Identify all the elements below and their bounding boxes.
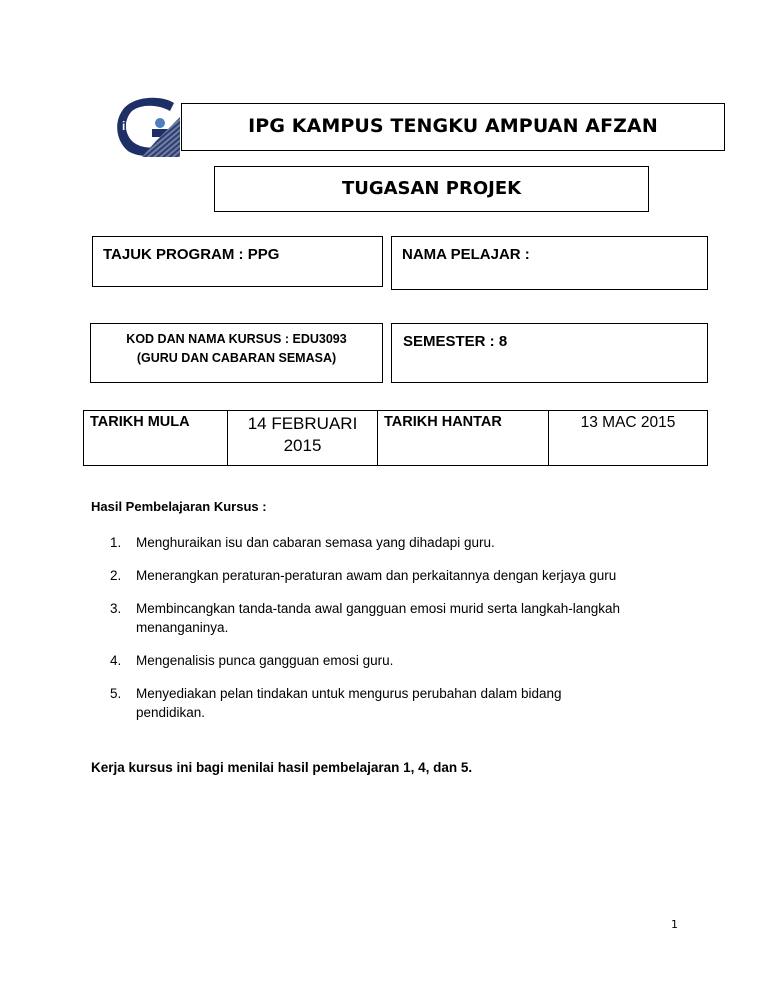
semester-field (391, 323, 708, 383)
course-code: KOD DAN NAMA KURSUS : EDU3093 (126, 332, 347, 346)
due-date-value: 13 MAC 2015 (549, 411, 708, 466)
outcome-number: 3. (110, 601, 122, 616)
outcome-text: Menyediakan pelan tindakan untuk mengurus perubahan dalam bidang (136, 686, 562, 701)
outcome-text: Mengenalisis punca gangguan emosi guru. (136, 653, 394, 668)
institution-title-box (181, 103, 725, 151)
start-date-line1: 14 FEBRUARI (247, 414, 358, 433)
date-table (83, 410, 708, 466)
outcome-text: Menerangkan peraturan-peraturan awam dan perkaitannya dengan kerjaya guru (136, 568, 617, 583)
start-date-label: TARIKH MULA (84, 411, 228, 466)
due-date-label: TARIKH HANTAR (378, 411, 549, 466)
outcomes-list (110, 533, 690, 722)
semester-label: SEMESTER : 8 (403, 333, 508, 350)
outcome-item (110, 684, 690, 722)
outcome-text: Membincangkan tanda-tanda awal gangguan emosi murid serta langkah-langkah (136, 601, 621, 616)
outcome-number: 5. (110, 686, 122, 701)
institution-title: IPG KAMPUS TENGKU AMPUAN AFZAN (248, 115, 658, 137)
outcome-number: 2. (110, 568, 122, 583)
outcome-number: 1. (110, 535, 122, 550)
document-type: TUGASAN PROJEK (341, 178, 522, 199)
outcome-text-cont: pendidikan. (136, 705, 206, 720)
outcome-number: 4. (110, 653, 122, 668)
outcome-text-cont: menanganinya. (136, 620, 229, 635)
course-field (90, 323, 383, 383)
document-type-box (214, 166, 649, 212)
page-number: 1 (671, 918, 678, 931)
program-field (92, 236, 383, 287)
student-name-label: NAMA PELAJAR : (402, 246, 530, 263)
start-date-line2: 2015 (283, 436, 322, 455)
course-name: (GURU DAN CABARAN SEMASA) (136, 351, 337, 365)
logo-text: iPG (122, 119, 143, 133)
outcome-item (110, 533, 690, 552)
start-date-value (228, 411, 378, 466)
outcome-item (110, 651, 690, 670)
conclusion-statement: Kerja kursus ini bagi menilai hasil pembelajaran 1, 4, dan 5. (91, 760, 473, 775)
outcome-text: Menghuraikan isu dan cabaran semasa yang dihadapi guru. (136, 535, 495, 550)
outcomes-heading: Hasil Pembelajaran Kursus : (91, 499, 267, 514)
outcome-item (110, 599, 690, 637)
outcome-item (110, 566, 690, 585)
program-label: TAJUK PROGRAM : PPG (103, 246, 280, 263)
student-name-field (391, 236, 708, 290)
ipg-logo (112, 97, 182, 157)
